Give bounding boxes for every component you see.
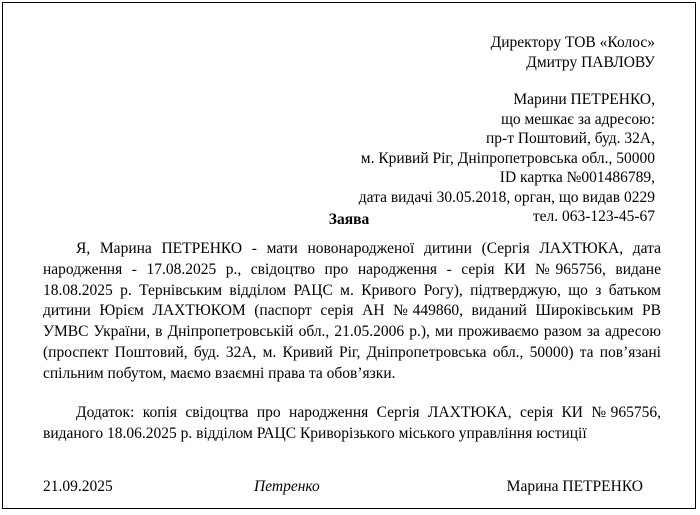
applicant-line-address-label: що мешкає за адресою: <box>500 110 655 128</box>
body-paragraph-attachment: Додаток: копія свідоцтва про народження Сергія ЛАХТЮКА, серія КИ №965756, виданого 18.06.2025 р. відділом РАЦС Криворізького міського управління юстиції <box>43 404 661 442</box>
addressee-gap <box>359 72 655 90</box>
body-paragraph-statement: Я, Марина ПЕТРЕНКО - мати новонародженої дитини (Сергія ЛАХТЮКА, дата народження - 17.08.2025 р., свідоцтво про народження - серія КИ №965756, видане 18.08.2025 р. Тернівським відділом РАЦС м. Кривого Рогу), підтверджую, що з батьком дитини Юрієм ЛАХТЮКОМ (паспорт серія АН №449860, виданий Широківським РВ УМВС України, в Дніпропетровській обл., 21.05.2006 р.), ми проживаємо разом за адресою (проспект Поштовий, буд. 32А, м. Кривий Ріг, Дніпропетровська обл., 50000) та пов’язані спільним побутом, маємо взаємні права та обов’язки. <box>43 240 661 382</box>
signature-date: 21.09.2025 <box>43 478 113 495</box>
applicant-line-issue-date: дата видачі 30.05.2018, орган, що видав 0229 <box>358 188 655 206</box>
applicant-line-id-card: ID картка №001486789, <box>499 169 655 186</box>
document-title: Заява <box>328 211 370 228</box>
addressee-block <box>359 33 655 227</box>
signature-name: Марина ПЕТРЕНКО <box>506 478 643 495</box>
document-page <box>2 2 696 509</box>
applicant-line-city: м. Кривий Ріг, Дніпропетровська обл., 50000 <box>360 149 655 167</box>
signature-row <box>43 476 643 498</box>
applicant-line-phone: тел. 063-123-45-67 <box>532 208 655 225</box>
addressee-line-name: Дмитру ПАВЛОВУ <box>526 53 655 71</box>
applicant-line-street: пр-т Поштовий, буд. 32А, <box>486 130 655 147</box>
signature-handwritten: Петренко <box>254 478 320 495</box>
applicant-line-name: Марини ПЕТРЕНКО, <box>513 91 655 108</box>
addressee-line-director: Директору ТОВ «Колос» <box>490 34 655 51</box>
